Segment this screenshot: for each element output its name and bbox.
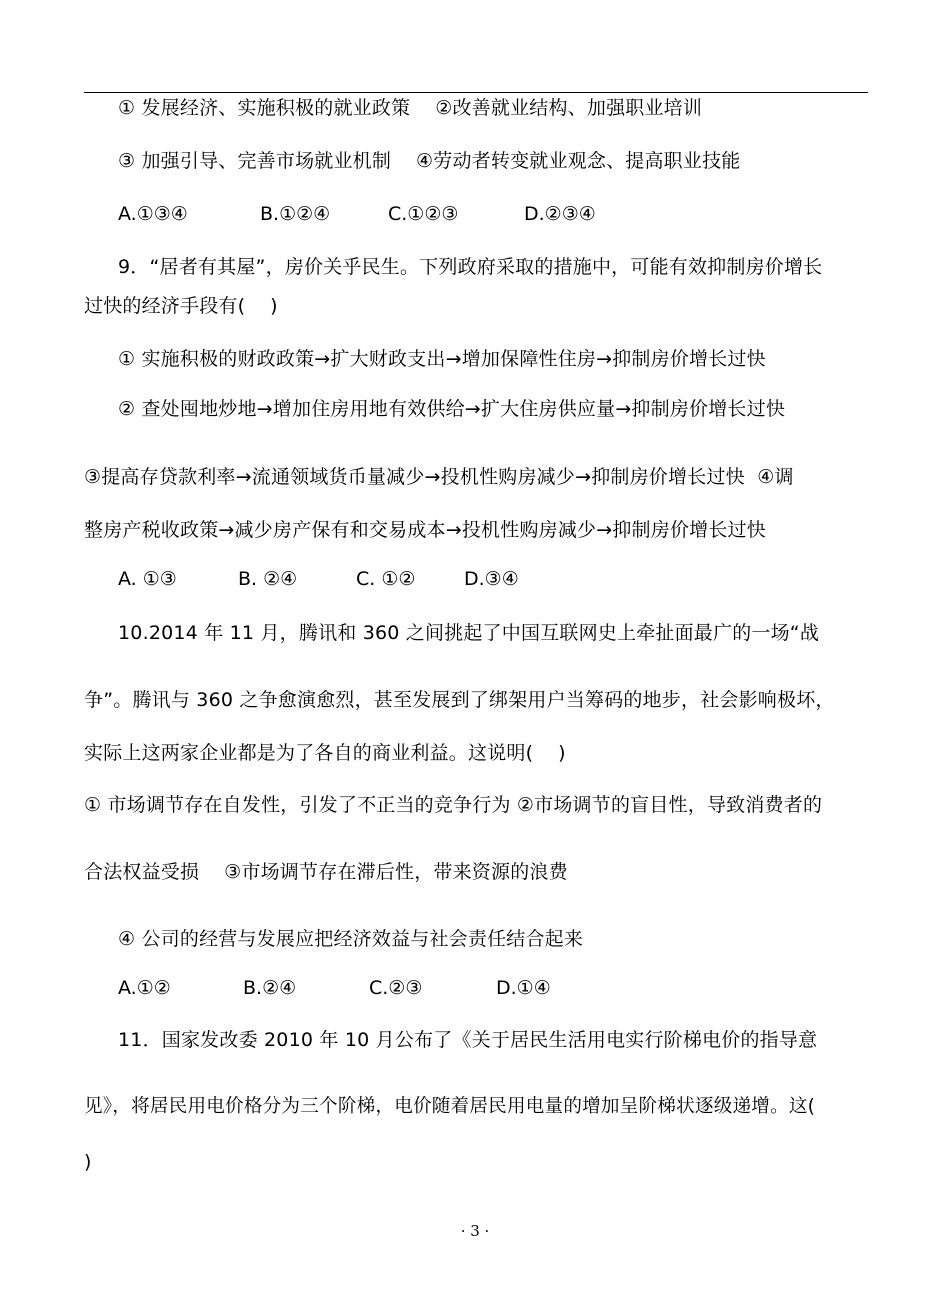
q9-stem-line-2: 过快的经济手段有( ) xyxy=(84,295,278,317)
q10-option-a: A.①② xyxy=(118,977,171,999)
q9-stem-line-1: 9．“居者有其屋”，房价关乎民生。下列政府采取的措施中，可能有效抑制房价增长 xyxy=(118,256,823,278)
q10-option-c: C.②③ xyxy=(369,977,423,999)
q9-option-c: C. ①② xyxy=(356,568,416,590)
q10-stem-line-1: 10.2014 年 11 月，腾讯和 360 之间挑起了中国互联网史上牵扯面最广的一场“战 xyxy=(118,622,820,644)
q10-item-3: ④ 公司的经营与发展应把经济效益与社会责任结合起来 xyxy=(118,928,584,950)
q10-stem-line-3: 实际上这两家企业都是为了各自的商业利益。这说明( ) xyxy=(84,742,566,764)
q8-option-c: C.①②③ xyxy=(388,203,459,225)
q9-item-2: ② 查处囤地炒地→增加住房用地有效供给→扩大住房供应量→抑制房价增长过快 xyxy=(118,398,786,420)
q10-item-2: 合法权益受损 ③市场调节存在滞后性，带来资源的浪费 xyxy=(84,861,568,883)
q9-option-b: B. ②④ xyxy=(238,568,298,590)
page-number: · 3 · xyxy=(460,1222,490,1240)
q8-option-b: B.①②④ xyxy=(260,203,331,225)
header-rule xyxy=(84,92,868,93)
q10-option-b: B.②④ xyxy=(243,977,297,999)
q9-option-d: D.③④ xyxy=(464,568,519,590)
q9-item-4: 整房产税收政策→减少房产保有和交易成本→投机性购房减少→抑制房价增长过快 xyxy=(84,519,766,541)
q10-option-d: D.①④ xyxy=(496,977,551,999)
q9-option-a: A. ①③ xyxy=(118,568,177,590)
q9-item-3: ③提高存贷款利率→流通领域货币量减少→投机性购房减少→抑制房价增长过快 ④调 xyxy=(84,466,794,488)
q8-option-d: D.②③④ xyxy=(524,203,596,225)
q8-items-line-2: ③ 加强引导、完善市场就业机制 ④劳动者转变就业观念、提高职业技能 xyxy=(118,150,741,172)
q11-stem-line-1: 11．国家发改委 2010 年 10 月公布了《关于居民生活用电实行阶梯电价的指导意 xyxy=(118,1029,818,1051)
q11-stem-line-2: 见》，将居民用电价格分为三个阶梯，电价随着居民用电量的增加呈阶梯状逐级递增。这( xyxy=(84,1096,816,1117)
q10-stem-line-2: 争”。腾讯与 360 之争愈演愈烈，甚至发展到了绑架用户当筹码的地步，社会影响极坏， xyxy=(84,689,835,711)
q9-item-1: ① 实施积极的财政政策→扩大财政支出→增加保障性住房→抑制房价增长过快 xyxy=(118,348,766,370)
q8-items-line-1: ① 发展经济、实施积极的就业政策 ②改善就业结构、加强职业培训 xyxy=(118,97,703,119)
q11-stem-line-3: ) xyxy=(84,1151,92,1173)
q8-option-a: A.①③④ xyxy=(118,203,188,225)
q10-item-1: ① 市场调节存在自发性，引发了不正当的竞争行为 ②市场调节的盲目性，导致消费者的 xyxy=(84,794,823,816)
